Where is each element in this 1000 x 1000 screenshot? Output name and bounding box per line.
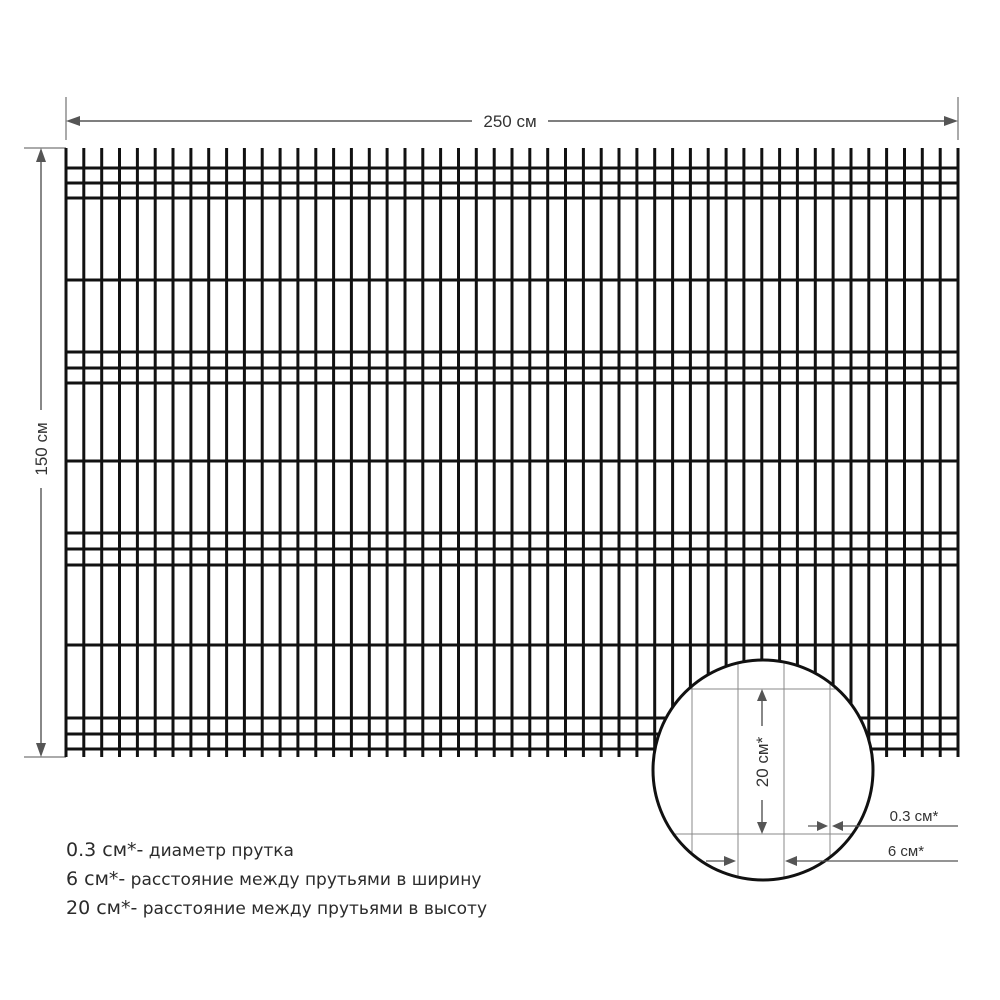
- legend-item-rod-diameter: [66, 836, 487, 865]
- legend-item-vertical-spacing: [66, 894, 487, 923]
- width-label: 250 см: [483, 112, 537, 131]
- rod-diameter-label: 0.3 см*: [889, 808, 939, 825]
- legend: [66, 836, 487, 923]
- height-label: 150 см: [32, 422, 51, 476]
- legend-value: 20 см*-: [66, 897, 138, 919]
- fence-mesh: [66, 148, 958, 757]
- legend-value: 0.3 см*-: [66, 839, 144, 861]
- legend-text: диаметр прутка: [143, 841, 294, 861]
- horizontal-spacing-label: 6 см*: [887, 843, 925, 860]
- legend-text: расстояние между прутьями в высоту: [137, 899, 488, 919]
- legend-item-horizontal-spacing: [66, 865, 487, 894]
- detail-magnifier: [653, 660, 873, 880]
- vertical-spacing-label: 20 см*: [753, 736, 772, 788]
- legend-text: расстояние между прутьями в ширину: [125, 870, 482, 890]
- legend-value: 6 см*-: [66, 868, 126, 890]
